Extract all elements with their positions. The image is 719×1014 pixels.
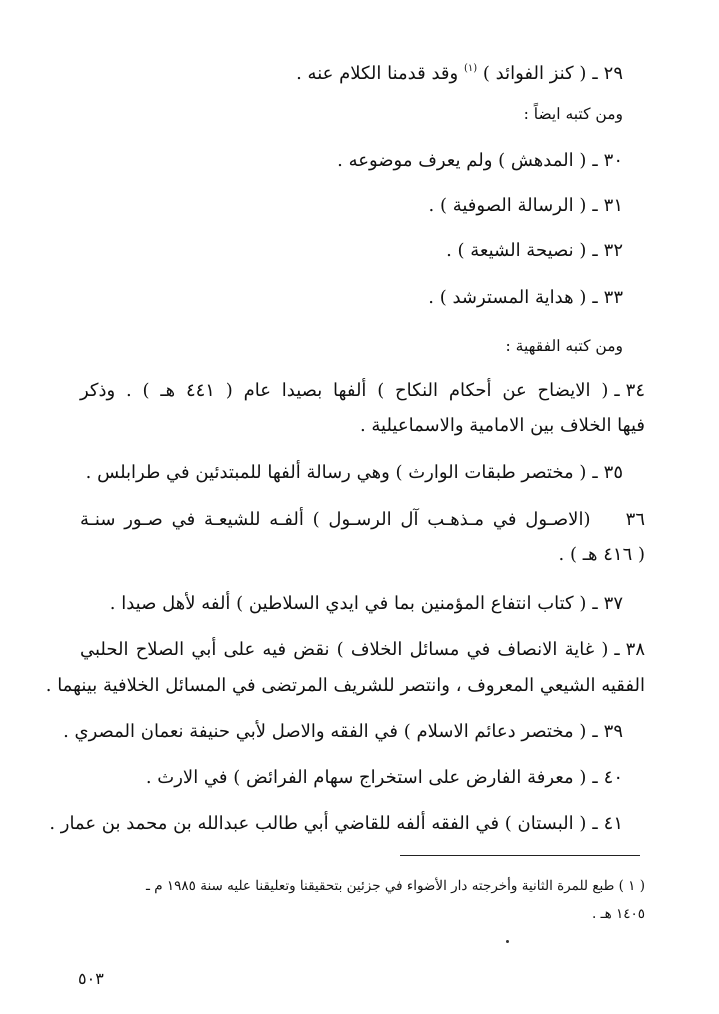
item-dash: ـ: [592, 462, 598, 483]
item-number: ٣٠: [603, 150, 623, 171]
item-dash: ـ: [592, 287, 598, 308]
item-number: ٣١: [603, 195, 623, 216]
section-heading-also-books: ومن كتبه ايضاً :: [523, 105, 623, 123]
item-number: ٣٩: [603, 721, 623, 742]
item-number: ٣٧: [603, 593, 623, 614]
list-item-38-continuation: الفقيه الشيعي المعروف ، وانتصر للشريف المرتضى في المسائل الخلافية بينهما .: [45, 675, 645, 696]
footnote-marker: (١): [463, 63, 478, 74]
list-item-37: [0, 591, 719, 617]
item-dash: ـ: [614, 639, 620, 660]
list-item-32: [0, 238, 719, 264]
item-text: ( البستان ) في الفقه ألفه للقاضي أبي طالب عبدالله بن محمد بن عمار .: [49, 813, 587, 834]
item-number: ٤١: [603, 813, 623, 834]
item-title: ( كنز الفوائد ): [482, 63, 587, 84]
list-item-29: [0, 56, 719, 87]
list-item-33: [0, 285, 719, 311]
item-number: ٣٣: [603, 287, 623, 308]
item-dash: ـ: [592, 813, 598, 834]
item-text: ( الرسالة الصوفية ) .: [428, 195, 587, 216]
footnote-line-1: ( ١ ) طبع للمرة الثانية وأخرجته دار الأضواء في جزئين بتحقيقنا وتعليقنا عليه سنة ١٩٨٥ م ـ: [146, 878, 645, 894]
list-item-36: [0, 507, 719, 533]
item-number: ٣٨: [625, 639, 645, 660]
item-text: ( كتاب انتفاع المؤمنين بما في ايدي السلاطين ) ألفه لأهل صيدا .: [109, 593, 587, 614]
footnote-line-2: ١٤٠٥ هـ .: [592, 906, 645, 922]
list-item-41: [0, 811, 719, 837]
list-item-30: [0, 148, 719, 174]
list-item-35: [0, 460, 719, 486]
footnote-divider: [400, 855, 640, 856]
item-text: ( هداية المسترشد ) .: [428, 287, 587, 308]
item-text: ( مختصر دعائم الاسلام ) في الفقه والاصل لأبي حنيفة نعمان المصري .: [63, 721, 587, 742]
item-dash: ـ: [592, 63, 598, 84]
list-item-34-continuation: فيها الخلاف بين الامامية والاسماعيلية .: [359, 415, 645, 436]
item-dash: ـ: [614, 380, 620, 401]
list-item-39: [0, 719, 719, 745]
item-description: وقد قدمنا الكلام عنه .: [296, 63, 459, 84]
item-text: ( الايضاح عن أحكام النكاح ) ألفها بصيدا عام ( ٤٤١ هـ ) . وذكر: [80, 380, 609, 401]
item-number: ٣٤: [625, 380, 645, 401]
item-text: ( غاية الانصاف في مسائل الخلاف ) نقض فيه على أبي الصلاح الحلبي: [80, 639, 609, 660]
section-heading-fiqh-books: ومن كتبه الفقهية :: [505, 337, 623, 355]
item-dash: ـ: [592, 150, 598, 171]
list-item-34: [0, 378, 719, 404]
item-dash: ـ: [592, 240, 598, 261]
item-dash: ـ: [592, 195, 598, 216]
item-dash: ـ: [592, 593, 598, 614]
item-number: ٣٢: [603, 240, 623, 261]
item-text: ( المدهش ) ولم يعرف موضوعه .: [337, 150, 587, 171]
item-dash: ـ: [592, 767, 598, 788]
page-number: ٥٠٣: [78, 969, 104, 988]
item-text: ( نصيحة الشيعة ) .: [446, 240, 587, 261]
item-text: ( معرفة الفارض على استخراج سهام الفرائض ) في الارث .: [145, 767, 587, 788]
list-item-36-continuation: ( ٤١٦ هـ ) .: [558, 544, 645, 565]
item-number: ٣٦: [625, 509, 645, 530]
item-number: ٣٥: [603, 462, 623, 483]
item-text: ( مختصر طبقات الوارث ) وهي رسالة ألفها للمبتدئين في طرابلس .: [85, 462, 587, 483]
item-dash: ـ: [592, 721, 598, 742]
list-item-31: [0, 193, 719, 219]
item-number: ٤٠: [603, 767, 623, 788]
item-text: (الاصـول في مـذهـب آل الرسـول ) ألفـه للشيعـة في صـور سنـة: [80, 509, 591, 530]
print-speck: [506, 940, 509, 943]
item-number: ٢٩: [603, 63, 623, 84]
list-item-40: [0, 765, 719, 791]
list-item-38: [0, 637, 719, 663]
